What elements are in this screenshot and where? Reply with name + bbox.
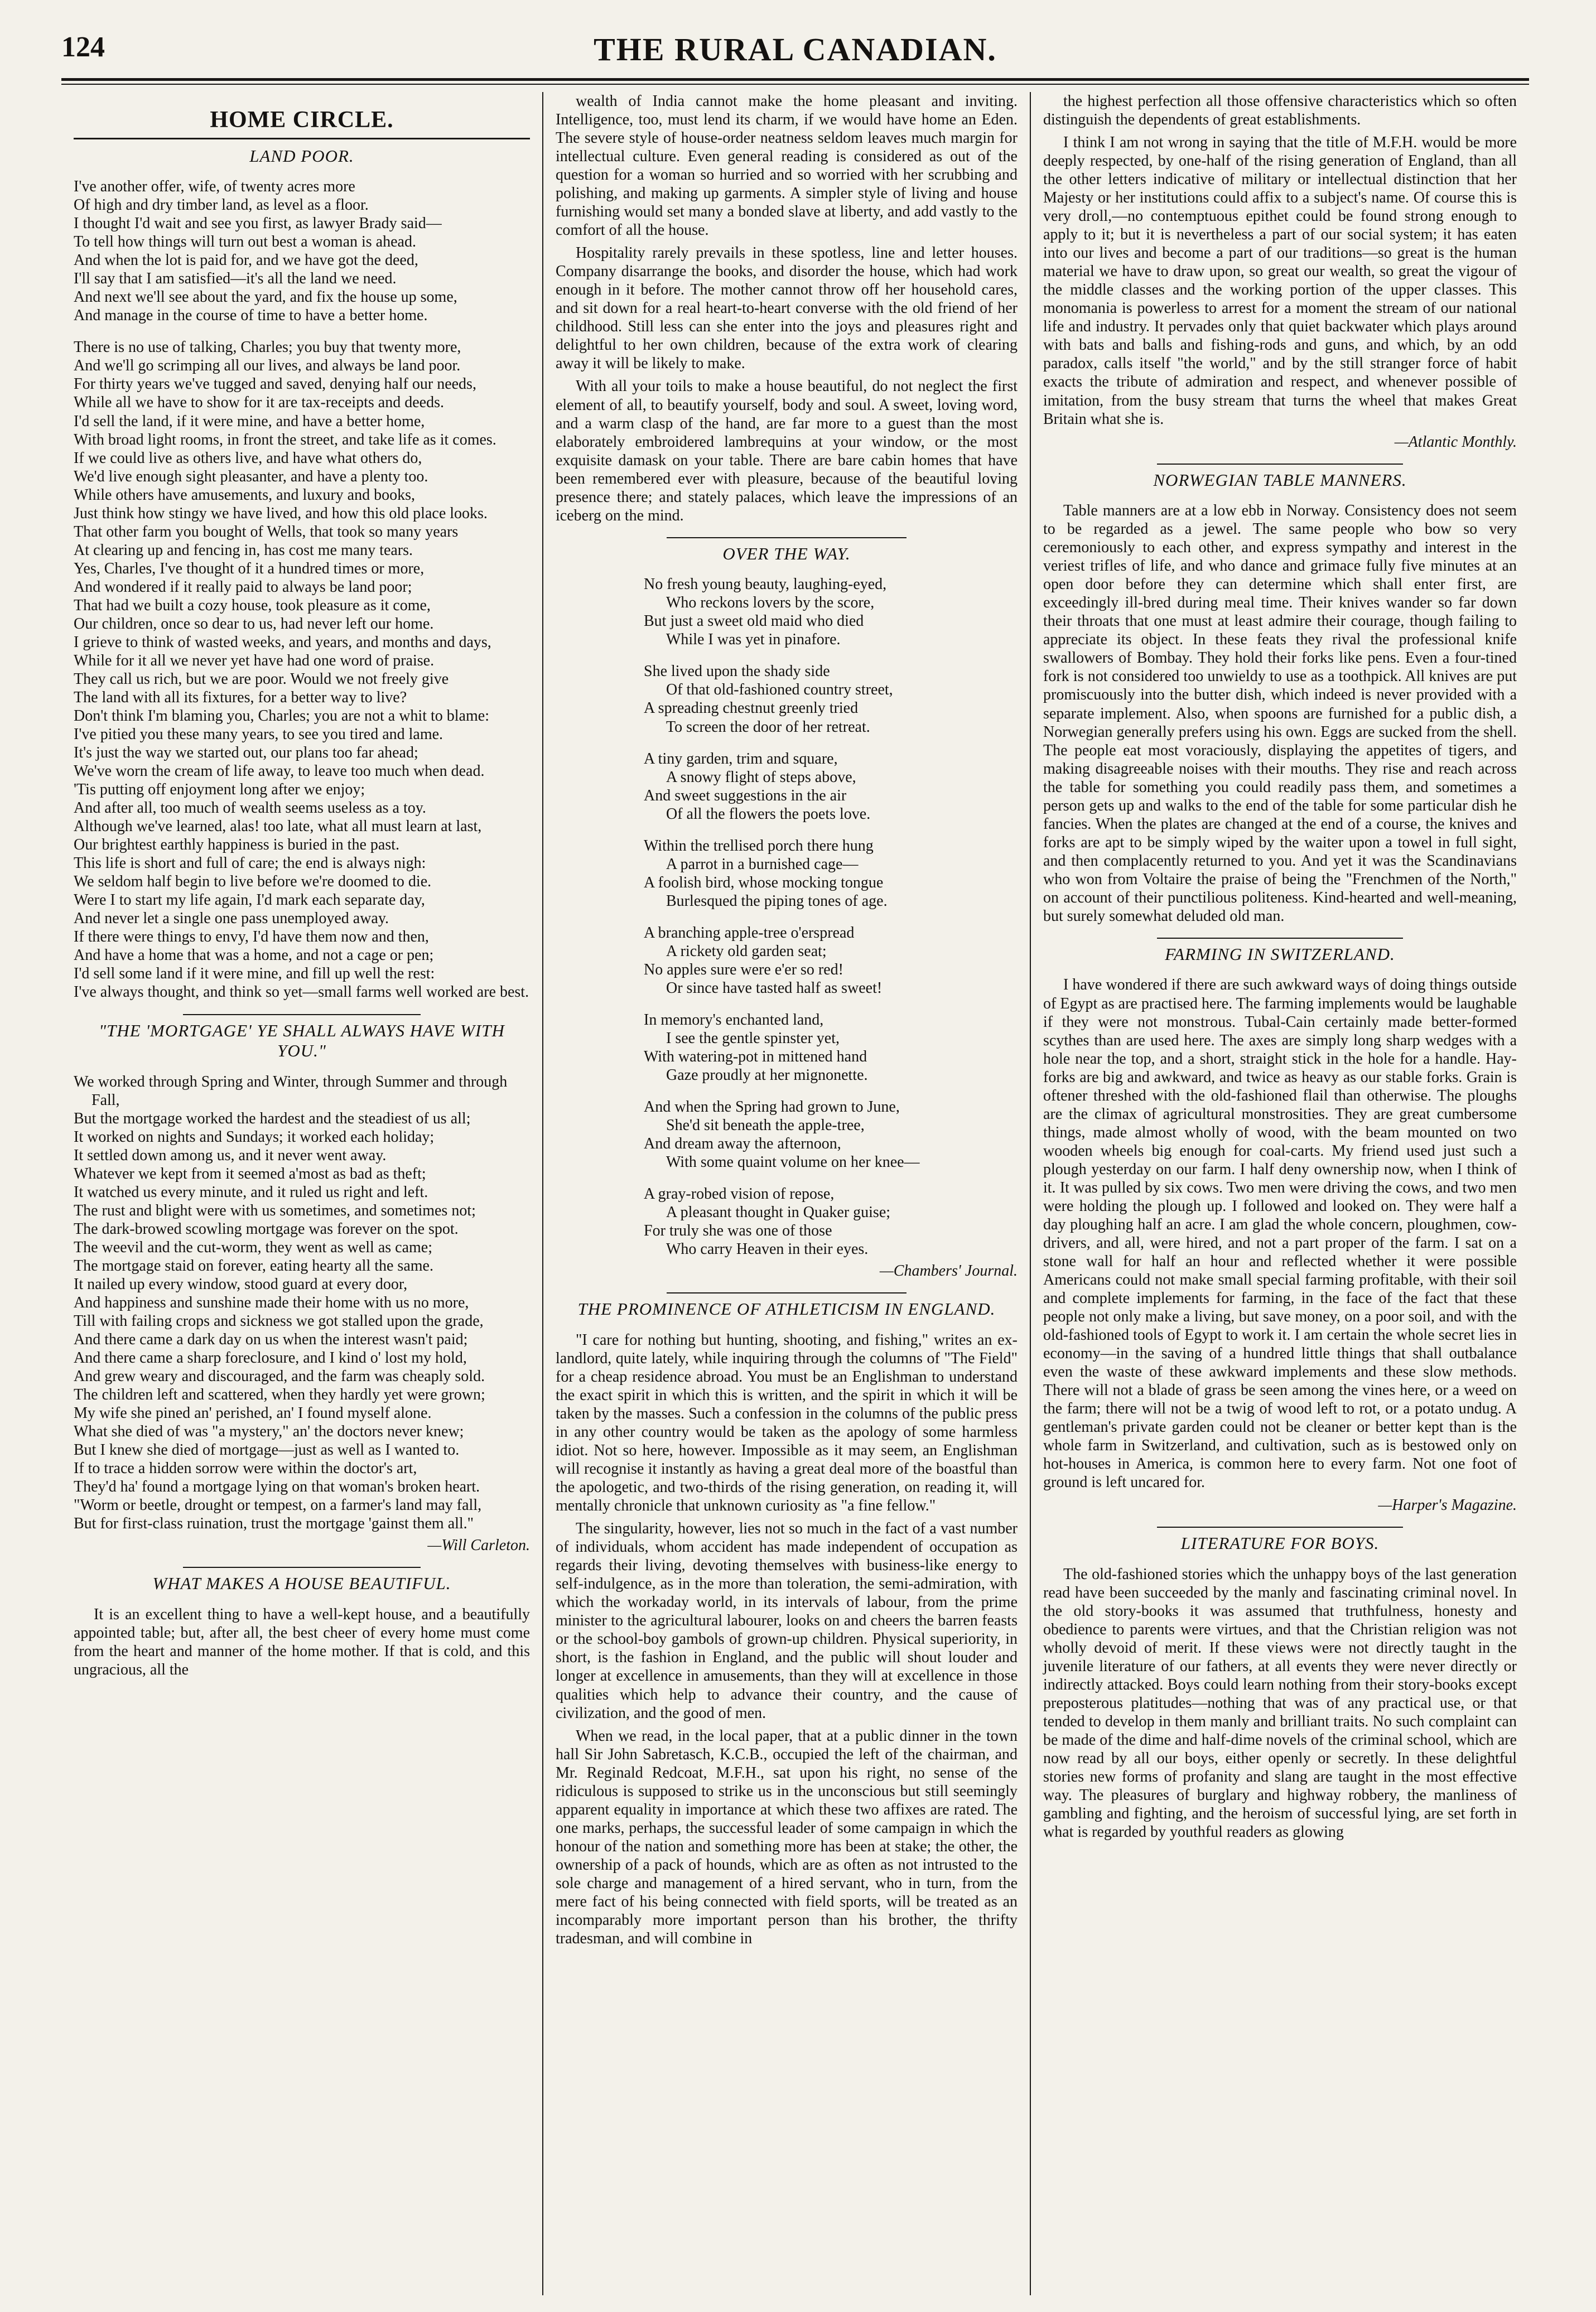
poem-line: Although we've learned, alas! too late, what all must learn at last, (74, 818, 482, 836)
poem-line: Don't think I'm blaming you, Charles; you are not a whit to blame: (74, 707, 489, 725)
poem-line: But just a sweet old maid who died (644, 612, 864, 630)
poem-line: The rust and blight were with us sometimes, and sometimes not; (74, 1201, 476, 1219)
article-title-norwegian: NORWEGIAN TABLE MANNERS. (1153, 470, 1407, 490)
paragraph: I have wondered if there are such awkward ways of doing things outside of Egypt as are practised here. The farming implements would be laughable if they were not monstrous. Tubal-Cain certainly made better-formed scythes than are used here. The axes are simply long sharp wedges with a hole near the top, and a short, straight stick in the hole for a handle. Hay-forks are big and awkward, and twice as heavy as our stable forks. Grain is oftener threshed with the old-fashioned flail than otherwise. The ploughs are the climax of agricultural monstrosities. They are great cumbersome things, made almost wholly of wood, with the beam mounted on two wooden wheels big enough for coal-carts. My friend used just such a plough yesterday on our farm. I half deny ownership now, when I think of it. It was pulled by six cows. Two men were driving the cows, and two men were holding the plough up. I followed and looked on. They were half a day ploughing half an acre. I am glad the whole concern, ploughmen, cow-drivers, and all, were hired, and not a part proper of the farm. I sat on a stone wall for half an hour and reflected whether it were possible Americans could not make small special farming profitable, with their soil and complete implements for farming, in the face of the fact that these people not only make a living, but save money, on a poor soil, and with the old-fashioned tools of Egypt to work it. I am certain the whole secret lies in economy—in the saving of a hundred little things that shall outbalance even the waste of these awkward implements and these slow methods. There will not a blade of grass be seen among the vines here, or a weed on the farm; there will not be a twig of wood left to rot, or a potato undug. A gentleman's private garden could not be cleaner or better kept than is the whole farm in Switzerland, and cultivation, such as is bestowed only on hot-houses in America, is common here to every farm. Not one foot of ground is left uncared for. (1043, 976, 1517, 1492)
article-title-beautiful: WHAT MAKES A HOUSE BEAUTIFUL. (152, 1573, 451, 1594)
poem-line: She lived upon the shady side (644, 663, 830, 680)
poem-line: I see the gentle spinster yet, (666, 1029, 840, 1047)
paragraph: Hospitality rarely prevails in these spotless, line and letter houses. Company disarrange the books, and disorder the house, which had work enough in it before. The mother cannot throw off her household cares, and sit down for a real heart-to-heart converse with the old friend of her childhood. Still less can she enter into the joys and pleasures right and delightful to her own children, because of the extra work of clearing away it will be likely to make. (556, 244, 1018, 373)
poem-line: We'd live enough sight pleasanter, and have a plenty too. (74, 467, 428, 485)
article-body-norwegian (1043, 501, 1517, 925)
poem-line: I grieve to think of wasted weeks, and years, and months and days, (74, 633, 491, 651)
poem-line: We've worn the cream of life away, to leave too much when dead. (74, 762, 485, 780)
poem-line: Within the trellised porch there hung (644, 837, 874, 855)
poem-line: It nailed up every window, stood guard at every door, (74, 1276, 408, 1293)
poem-line: Who reckons lovers by the score, (666, 594, 875, 612)
poem-line: She'd sit beneath the apple-tree, (666, 1117, 865, 1135)
poem-line: But the mortgage worked the hardest and the steadiest of us all; (74, 1109, 471, 1127)
paragraph: the highest perfection all those offensive characteristics which so often distinguish the dependents of great establishments. (1043, 93, 1517, 129)
poem-line: Who carry Heaven in their eyes. (666, 1241, 869, 1258)
poem-line: This life is short and full of care; the end is always nigh: (74, 855, 426, 872)
poem-line: I'd sell some land if it were mine, and fill up well the rest: (74, 965, 435, 983)
poem-line: Yes, Charles, I've thought of it a hundred times or more, (74, 559, 425, 577)
poem-line: While I was yet in pinafore. (666, 631, 841, 649)
poem-line: In memory's enchanted land, (644, 1011, 824, 1029)
stanza-gap (556, 997, 1018, 1011)
stanza-gap (556, 1084, 1018, 1098)
paragraph: The old-fashioned stories which the unhappy boys of the last generation read have been succeeded by the manly and fascinating criminal novel. In the old story-books it was assumed that truthfulness, honesty and obedience to parents were virtues, and that the Christian religion was not wholly devoid of merit. If these views were not directly taught in the juvenile literature of our fathers, at all events they were never directly or indirectly attacked. Boys could learn nothing from their story-books except preposterous platitudes—nothing that was of any practical use, or that tended to develop in them manly and brilliant traits. No such complaint can be made of the dime and half-dime novels of the criminal school, which are now read by all our boys, either openly or secretly. In these delightful stories new forms of profanity and slang are taught in the most effective way. The pleasures of burglary and highway robbery, the manliness of gambling and fighting, and the heroism of successful lying, are set forth in what is regarded by youthful readers as glowing (1043, 1565, 1517, 1841)
poem-line: Gaze proudly at her mignonette. (666, 1066, 868, 1084)
poem-line: The weevil and the cut-worm, they went as well as came; (74, 1238, 432, 1256)
poem-line: Our children, once so dear to us, had never left our home. (74, 615, 434, 633)
poem-line: My wife she pined an' perished, an' I found myself alone. (74, 1404, 432, 1422)
poem-line: The land with all its fixtures, for a better way to live? (74, 688, 407, 706)
article-source: —Will Carleton. (427, 1537, 530, 1555)
paragraph: wealth of India cannot make the home pleasant and inviting. Intelligence, too, must lend its charm, if we would have home an Eden. The severe style of house-order neatness seldom leaves much margin for intellectual culture. Even general reading is considered as out of the question for a woman so hurried and so worried with her scrubbing and polishing, and making up garments. A simpler style of living and house furnishing would set many a bonded slave at liberty, and add vastly to the comfort of all the house. (556, 93, 1018, 239)
masthead (61, 31, 1529, 73)
article-divider (1157, 938, 1403, 939)
poem-line: It worked on nights and Sundays; it worked each holiday; (74, 1128, 435, 1146)
paragraph: With all your toils to make a house beautiful, do not neglect the first element of all, to beautify yourself, body and soul. A sweet, loving word, and a warm clasp of the hand, are far more to a guest than the most elaborately embroidered lambrequins at your window, or the most exquisite damask on your table. There are bare cabin homes that have been remembered ever with pleasure, because of the beautiful loving presence there; and stately palaces, which leave the impressions of an iceberg on the mind. (556, 378, 1018, 524)
poem-line: And we'll go scrimping all our lives, and always be land poor. (74, 357, 461, 375)
stanza-gap (556, 910, 1018, 924)
poem-line: A spreading chestnut greenly tried (644, 699, 859, 717)
article-body-switzerland (1043, 976, 1517, 1492)
poem-line: While for it all we never yet have had one word of praise. (74, 651, 435, 669)
poem-line: That had we built a cozy house, took pleasure as it come, (74, 596, 431, 614)
article-divider (1157, 1527, 1403, 1528)
poem-line: It watched us every minute, and it ruled us right and left. (74, 1183, 428, 1201)
poem-line: The dark-browed scowling mortgage was forever on the spot. (74, 1220, 459, 1238)
article-title-land-poor: LAND POOR. (249, 146, 354, 166)
poem-over-the-way (556, 575, 1018, 1258)
stanza-gap (74, 325, 530, 338)
article-title-athleticism: THE PROMINENCE OF ATHLETICISM IN ENGLAND. (577, 1299, 996, 1319)
poem-line: A foolish bird, whose mocking tongue (644, 873, 884, 891)
poem-line: A gray-robed vision of repose, (644, 1185, 835, 1203)
article-divider (667, 537, 907, 538)
poem-line: Burlesqued the piping tones of age. (666, 892, 888, 910)
poem-line: A tiny garden, trim and square, (644, 750, 838, 768)
poem-line: They'd ha' found a mortgage lying on that woman's broken heart. (74, 1478, 480, 1496)
poem-line: And wondered if it really paid to always be land poor; (74, 578, 412, 596)
article-source: —Atlantic Monthly. (1394, 433, 1517, 451)
poem-line: To tell how things will turn out best a woman is ahead. (74, 233, 416, 251)
article-title-mortgage: "THE 'MORTGAGE' YE SHALL ALWAYS HAVE WITH YOU." (99, 1020, 505, 1061)
poem-line: A parrot in a burnished cage— (666, 855, 859, 873)
poem-land-poor (74, 177, 530, 1001)
poem-line: And never let a single one pass unemployed away. (74, 910, 389, 928)
poem-line: To screen the door of her retreat. (666, 718, 870, 736)
poem-line: Or since have tasted half as sweet! (666, 979, 883, 997)
poem-line: Of high and dry timber land, as level as a floor. (74, 196, 369, 214)
poem-line: What she died of was "a mystery," an' the doctors never knew; (74, 1423, 464, 1441)
poem-line: With broad light rooms, in front the street, and take life as it comes. (74, 431, 496, 448)
poem-line: They call us rich, but we are poor. Would we not freely give (74, 670, 449, 688)
poem-line: And dream away the afternoon, (644, 1135, 841, 1153)
paragraph: Table manners are at a low ebb in Norway. Consistency does not seem to be regarded as a jewel. The same people who bow so very ceremoniously to each other, and express sympathy and interest in the veriest trifles of life, and who dance and grimace fully five minutes at an open door before they can determine which shall enter first, are exceedingly ill-bred during meal time. Their knives wander so far down their throats that one must at least admire their courage, though failing to appreciate its object. In these feats they rival the professional knife swallowers of Bombay. They hold their forks like pens. Even a four-tined fork is not considered too unwieldy to use as a toothpick. All knives are put promiscuously into the butter dish, which indeed is never provided with a separate implement. Also, when spoons are furnished for a public dish, a Norwegian generally prefers using his own. Eggs are sucked from the shell. The people eat most voraciously, displaying the appetites of tigers, and making disagreeable noises with their mouths. They rise and reach across the table for something you could readily pass them, and sometimes a person gets up and walks to the end of the table for some particular dish he fancies. When the plates are changed at the end of a course, the knives and forks are apt to be simply wiped by the waiter upon a towel in full sight, and then complacently returned to you. And yet it was the Scandinavians who won from Voltaire the praise of being the "Frenchmen of the North," on account of their punctilious politeness. Kind-hearted and well-meaning, but surely somewhat deluded old man. (1043, 502, 1517, 925)
poem-line: The mortgage staid on forever, eating hearty all the same. (74, 1257, 433, 1275)
article-title-literature: LITERATURE FOR BOYS. (1180, 1533, 1380, 1553)
paragraph: I think I am not wrong in saying that the title of M.F.H. would be more deeply respected, by one-half of the rising generation of England, than all the other letters indicative of military or intellectual distinction that her Majesty or her institutions could affix to a subject's name. Of course this is very droll,—no contemptuous epithet could be found strong enough to apply to it; but it is nevertheless a part of our social system; it has eaten into our lives and become a part of our traditions—so great is the human material we have to draw upon, so great our wealth, so great the vigour of the middle classes and the working portion of the upper classes. This monomania is powerless to arrest for a moment the stream of our national life and industry. It pervades only that quiet backwater which plays around with bats and balls and fishing-rods and guns, and which, by an odd paradox, calls itself "the world," and by the still stranger force of habit exacts the tribute of admiration and respect, and whenever possible of imitation, from the busy stream that turns the wheel that makes Great Britain what she is. (1043, 134, 1517, 428)
column-1 (61, 92, 542, 2295)
article-source: —Harper's Magazine. (1378, 1497, 1517, 1514)
newspaper-title: THE RURAL CANADIAN. (594, 31, 997, 67)
poem-line: If there were things to envy, I'd have them now and then, (74, 928, 429, 946)
poem-line: And when the lot is paid for, and we have got the deed, (74, 252, 418, 269)
stanza-gap (556, 649, 1018, 662)
poem-line: And grew weary and discouraged, and the farm was cheaply sold. (74, 1368, 485, 1386)
poem-line: Our brightest earthly happiness is buried in the past. (74, 836, 399, 854)
poem-line: A rickety old garden seat; (666, 942, 827, 960)
poem-line: Just think how stingy we have lived, and how this old place looks. (74, 504, 488, 522)
paragraph: The singularity, however, lies not so much in the fact of a vast number of individuals, whom accident has made independent of occupation as regards their living, devoting themselves with business-like energy to self-indulgence, as in the more than toleration, the semi-admiration, with which the workaday world, in its intervals of labour, from the prime minister to the agricultural labourer, looks on and cheers the barren feasts or the school-boy gambols of grown-up children. Physical superiority, in short, is the fashion in England, and the public will shout louder and longer at excellence in amusements, than they will at excellence in those qualities which help to advance their country, and the cause of civilization, and the good of men. (556, 1520, 1018, 1722)
page-number: 124 (61, 31, 105, 63)
article-title-over-the-way: OVER THE WAY. (722, 543, 851, 563)
poem-line: For thirty years we've tugged and saved, denying half our needs, (74, 375, 476, 393)
poem-line: And manage in the course of time to have a better home. (74, 307, 428, 325)
poem-line: We worked through Spring and Winter, through Summer and through Fall, (74, 1073, 508, 1109)
poem-line: And when the Spring had grown to June, (644, 1098, 900, 1116)
poem-line: I've another offer, wife, of twenty acres more (74, 178, 355, 196)
poem-line: No apples sure were e'er so red! (644, 960, 843, 978)
poem-line: It settled down among us, and it never went away. (74, 1146, 387, 1164)
article-body-beautiful-continued (556, 92, 1018, 525)
poem-line: While others have amusements, and luxury and books, (74, 486, 415, 504)
poem-line: No fresh young beauty, laughing-eyed, (644, 576, 887, 593)
article-body-literature (1043, 1565, 1517, 1841)
poem-line: Of all the flowers the poets love. (666, 805, 871, 823)
poem-line: And next we'll see about the yard, and fix the house up some, (74, 288, 457, 306)
poem-line: Were I to start my life again, I'd mark each separate day, (74, 891, 425, 909)
paragraph: It is an excellent thing to have a well-kept house, and a beautifully appointed table; but, after all, the best cheer of every home must come from the heart and manner of the home mother. If that is cold, and this ungracious, all the (74, 1606, 530, 1679)
article-source: —Chambers' Journal. (879, 1262, 1018, 1280)
paragraph: "I care for nothing but hunting, shooting, and fishing," writes an ex-landlord, quite lately, while inquiring through the columns of "The Field" for a cheap residence abroad. You must be an Englishman to understand the exact spirit in which this is written, and the spirit in which it will be taken by the masses. Such a confession in the columns of the public press in any other country would be taken as the apology of some harmless idiot. Not so here, however. Impossible as it may seem, an Englishman will recognise it instantly as having a great deal more of the boastful than the apologetic, and two-thirds of the rising generation, on reading it, will mentally chronicle that unknown curiosity as "a fine fellow." (556, 1331, 1018, 1515)
poem-line: I thought I'd wait and see you first, as lawyer Brady said— (74, 215, 442, 233)
article-body-beautiful (74, 1605, 530, 1679)
stanza-gap (556, 1171, 1018, 1185)
poem-line: We seldom half begin to live before we're doomed to die. (74, 873, 432, 891)
poem-line: And happiness and sunshine made their home with us no more, (74, 1294, 469, 1312)
poem-line: But I knew she died of mortgage—just as well as I wanted to. (74, 1441, 460, 1459)
poem-line: With watering-pot in mittened hand (644, 1048, 867, 1065)
article-body-athleticism (556, 1331, 1018, 1948)
section-rule (74, 138, 530, 139)
poem-line: Till with failing crops and sickness we got stalled upon the grade, (74, 1312, 484, 1330)
masthead-rule-thin (61, 84, 1529, 85)
poem-line: If to trace a hidden sorrow were within the doctor's art, (74, 1460, 417, 1478)
article-divider (1157, 464, 1403, 465)
poem-line: And have a home that was a home, and not a cage or pen; (74, 947, 434, 964)
poem-line: Of that old-fashioned country street, (666, 681, 893, 699)
column-3 (1030, 92, 1529, 2295)
poem-line: The children left and scattered, when they hardly yet were grown; (74, 1386, 485, 1404)
article-divider (183, 1014, 420, 1015)
poem-line: If we could live as others live, and have what others do, (74, 449, 422, 467)
column-2 (542, 92, 1030, 2295)
poem-line: Whatever we kept from it seemed a'most as bad as theft; (74, 1165, 426, 1182)
columns (61, 92, 1529, 2295)
poem-line: 'Tis putting off enjoyment long after we enjoy; (74, 781, 365, 799)
poem-line: It's just the way we started out, our plans too far ahead; (74, 744, 418, 762)
poem-line: And sweet suggestions in the air (644, 786, 847, 804)
poem-line: And after all, too much of wealth seems useless as a toy. (74, 799, 426, 817)
poem-line: For truly she was one of those (644, 1222, 832, 1240)
poem-line: While all we have to show for it are tax-receipts and deeds. (74, 394, 444, 412)
poem-line: A pleasant thought in Quaker guise; (666, 1204, 891, 1222)
poem-line: But for first-class ruination, trust the mortgage 'gainst them all." (74, 1515, 474, 1533)
poem-line: I've always thought, and think so yet—small farms well worked are best. (74, 983, 529, 1001)
poem-line: At clearing up and fencing in, has cost me many tears. (74, 541, 413, 559)
poem-line: A snowy flight of steps above, (666, 768, 856, 786)
article-divider (667, 1292, 907, 1293)
paragraph: When we read, in the local paper, that at a public dinner in the town hall Sir John Sabretasch, K.C.B., occupied the left of the chairman, and Mr. Reginald Redcoat, M.F.H., sat upon his right, no sense of the ridiculous is supposed to strike us in the unconscious but still seemingly apparent equality in importance at which these two affixes are rated. The one marks, perhaps, the successful leader of some campaign in which the honour of the nation and something more has been at stake; the other, the ownership of a pack of hounds, which are as often as not intrusted to the sole charge and management of a hired servant, who in turn, from the mere fact of his being connected with field sports, will be treated as an incomparably more important person than his brother, the thrifty tradesman, and will combine in (556, 1727, 1018, 1947)
poem-line: There is no use of talking, Charles; you buy that twenty more, (74, 339, 461, 356)
poem-line: I'll say that I am satisfied—it's all the land we need. (74, 270, 397, 288)
section-title: HOME CIRCLE. (210, 107, 394, 133)
poem-line: And there came a sharp foreclosure, and I kind o' lost my hold, (74, 1349, 467, 1367)
poem-line: That other farm you bought of Wells, that took so many years (74, 523, 459, 540)
article-divider (183, 1567, 420, 1568)
poem-line: A branching apple-tree o'erspread (644, 924, 855, 942)
article-title-switzerland: FARMING IN SWITZERLAND. (1165, 944, 1395, 964)
poem-line: "Worm or beetle, drought or tempest, on a farmer's land may fall, (74, 1497, 482, 1514)
masthead-rule (61, 78, 1529, 81)
poem-line: And there came a dark day on us when the interest wasn't paid; (74, 1331, 468, 1349)
article-body-athleticism-continued (1043, 92, 1517, 428)
stanza-gap (556, 823, 1018, 837)
poem-line: With some quaint volume on her knee— (666, 1153, 920, 1171)
stanza-gap (556, 736, 1018, 750)
poem-mortgage (74, 1073, 530, 1533)
poem-line: I'd sell the land, if it were mine, and have a better home, (74, 412, 425, 430)
poem-line: I've pitied you these many years, to see you tired and lame. (74, 726, 443, 744)
